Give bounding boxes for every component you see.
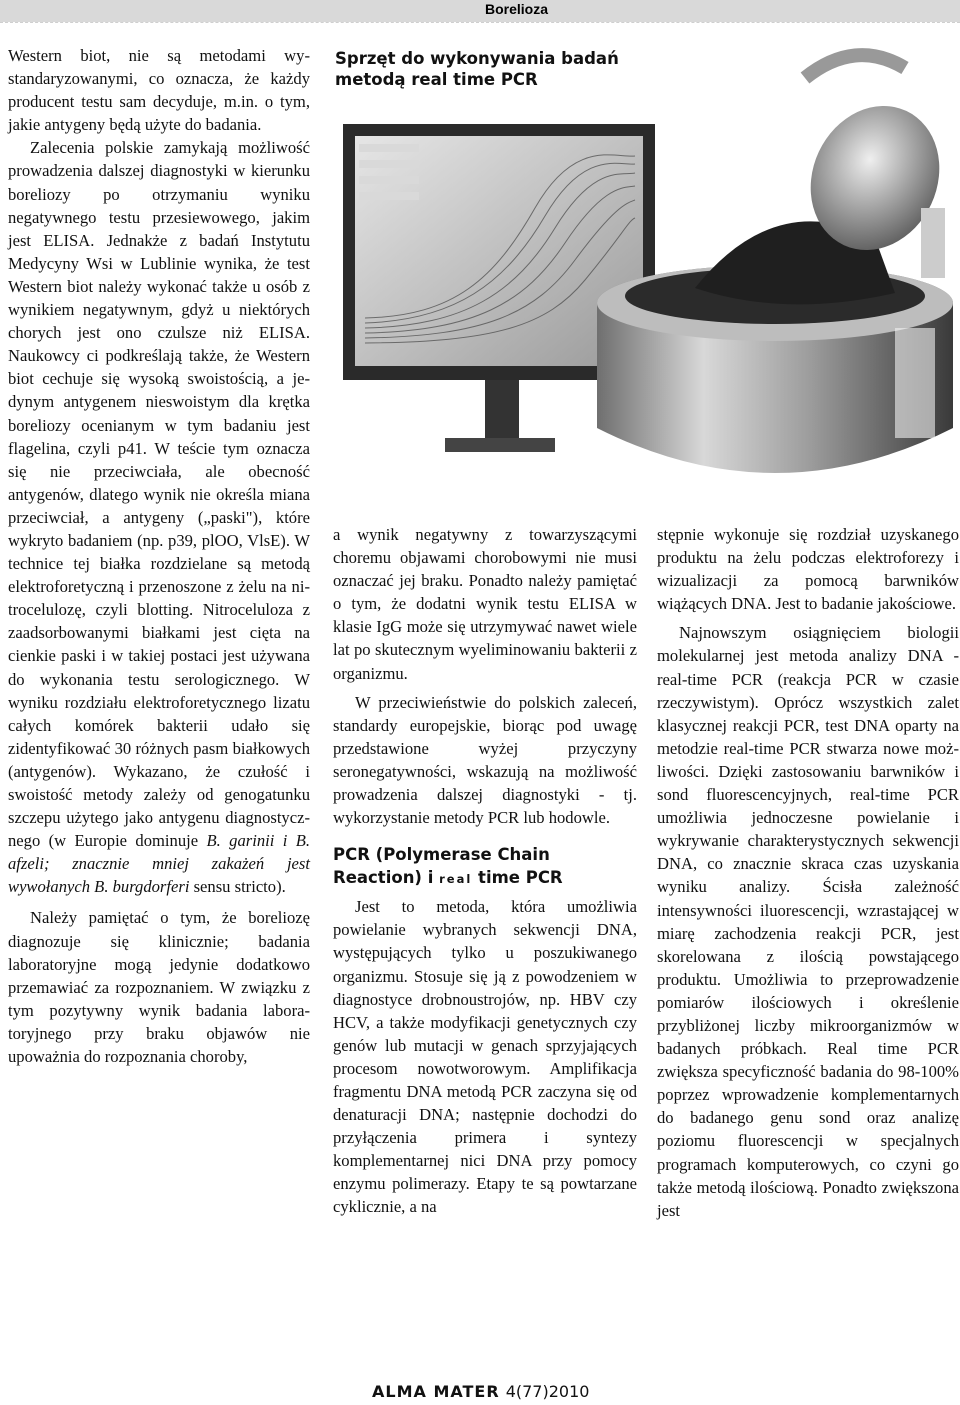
issue-number: 4(77)2010 xyxy=(505,1381,590,1401)
col1-paragraph-2-end: sensu stricto). xyxy=(189,877,286,897)
section-heading-pcr xyxy=(333,843,637,891)
figure-caption-title: Sprzęt do wykonywania badań metodą real time PCR xyxy=(335,49,619,89)
section-heading-part-2: real xyxy=(439,872,473,887)
magazine-logo: ALMA MATER xyxy=(372,1381,500,1401)
col1-paragraph-1: Western biot, nie są metodami wystandaryzowanymi, co oznacza, że każdy producent testu sam decyduje, m.in. o tym, jakie antygeny będą użyte do badania. xyxy=(8,46,310,135)
col2-paragraph-1: a wynik negatywny z towarzyszącymi choremu objawami chorobowymi nie musi oznaczać jej braku. Ponadto należy pamiętać o tym, że dodatni wynik testu ELISA w klasie IgG może się utrzymywać nawet wiele lat po skutecznym wyeliminowaniu bakterii z organizmu. xyxy=(333,525,637,683)
equipment-figure xyxy=(335,48,959,518)
pcr-equipment-photo xyxy=(335,48,959,518)
col2-paragraph-2: W przeciwieństwie do polskich zaleceń, standardy europejskie, biorąc pod uwagę przedstawione wyżej przyczyny seronegatywności, wskazują na możliwość prowadzenia dalszej diagnostyki - tj. wykorzystanie metody PCR lub hodowle. xyxy=(333,692,637,828)
text-column-1 xyxy=(8,44,310,1068)
text-column-2 xyxy=(333,523,637,1219)
section-heading-part-3: time PCR xyxy=(472,868,563,888)
section-title: Borelioza xyxy=(484,1,548,17)
page-footer xyxy=(372,1380,589,1402)
col1-paragraph-2-text: Zalecenia polskie zamykają możliwość prowadzenia dalszej diagnostyki w kierunku boreliozy po otrzymaniu wyniku negatywnego testu przesiewowego, jakim jest ELISA. Jednakże z badań Instytutu Medycyny Wsi w Lublinie wynika, że test Western biot należy wykonać także u osób z wynikiem negatywnym, gdyż u niektórych chorych jest ono czulsze niż ELISA. Naukowcy ci podkreślają także, że Western biot cechuje się wysoką swoistością, a jedynym antygenem nieswoistym dla krętka boreliozy ocenianym w tym badaniu jest flagelina, czyli p41. W teście tym oznacza się nie przeciwciała, ale obecność antygenów, dlatego wynik nie określa miana przeciwciał, a antygeny („paski"), które wykryto badaniem (np. p39, plOO, VlsE). W technice tej białka rozdzielane są metodą elektroforetyczną i przenoszone z żelu na nitrocelulozę, czyli blotting. Nitroceluloza z zaadsorbowanymi białkami jest cięta na cienkie paski i w takiej postaci jest używana do wykonania testu serologicznego. W wyniku rozdziału elektroforetycznego lizatu całych komórek bakterii udało się zidentyfikować 30 różnych pasm białkowych (antygenów). Wykazano, że czułość i swoistość metody zależy od genogatunku szczepu użytego jako antygenu diagnostycznego (w Europie dominuje xyxy=(8,138,310,851)
col3-paragraph-2: Najnowszym osiągnięciem biologii molekularnej jest metoda analizy DNA - real-time PCR (reakcja PCR w czasie rzeczywistym). Oprócz wszystkich zalet klasycznej reakcji PCR, test DNA oparty na metodzie real-time PCR stwarza nowe możliwości. Dzięki zastosowaniu barwników i sond fluorescencyjnych, real-time PCR umożliwia jednoczesne powielanie i wykrywanie charakterystycznych sekwencji DNA, co znacznie skraca czas uzyskania wyniku analizy. Ścisła zależność intensywności iluorescencji, wzrastającej w miarę zachodzenia reakcji PCR, jest skorelowana z ilością powstającego produktu. Umożliwia to przeprowadzenie pomiarów ilościowych i określenie przybliżonej liczby mikroorganizmów w badanych próbkach. Real time PCR zwiększa specyficzność badania do 98-100% poprzez wprowadzenie komplementarnych do badanego genu sond oraz analizę poziomu fluorescencji w specjalnych programach komputerowych, co czyni go także metodą ilościową. Ponadto zwiększona jest xyxy=(657,623,959,1220)
col2-paragraph-3: Jest to metoda, która umożliwia powielanie wybranych sekwencji DNA, występujących tylko u poszukiwanego organizmu. Stosuje się ją z powodzeniem w diagnostyce drobnoustrojów, np. HBV czy HCV, a także modyfikacji genetycznych czy genów lub mutacji w genach sprzyjających procesom nowotworowym. Amplifikacja fragmentu DNA metodą PCR zaczyna się od denaturacji DNA; następnie dochodzi do przyłączenia primera i syntezy komplementarnej nici DNA przy pomocy enzymu polimerazy. Etapy te są powtarzane cyklicznie, a na xyxy=(333,897,637,1217)
section-heading-part-1: PCR (Polymerase Chain Reaction) i xyxy=(333,845,550,888)
col1-paragraph-3: Należy pamiętać o tym, że boreliozę diagnozuje się klinicznie; badania laboratoryjne mogą jedynie dodatkowo przemawiać za rozpoznaniem. W związku z tym pozytywny wynik badania laboratoryjnego przy braku objawów nie upoważnia do rozpoznania choroby, xyxy=(8,908,310,1067)
section-header-band xyxy=(0,0,960,22)
col3-paragraph-1: stępnie wykonuje się rozdział uzyskanego produktu na żelu podczas elektroforezy i wizualizacji za pomocą barwników wiążących DNA. Jest to badanie jakościowe. xyxy=(657,525,959,614)
text-column-3 xyxy=(657,523,959,1222)
header-divider xyxy=(0,22,960,23)
species-names-italic: B. garinii i B. afzeli; znacznie mniej zakażeń jest wywołanych B. burgdorferi xyxy=(8,831,310,897)
col1-paragraph-2 xyxy=(8,136,310,898)
